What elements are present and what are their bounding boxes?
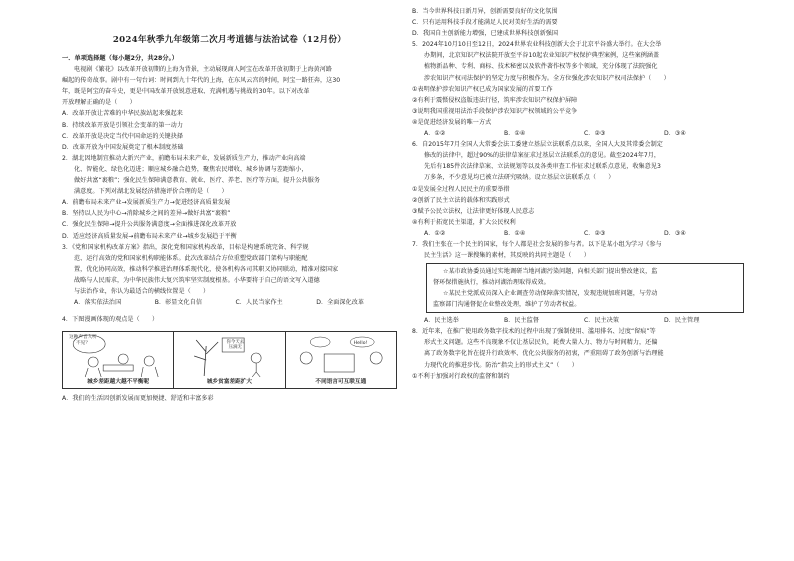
cartoon-caption-2: 城乡贫富差距扩大 (206, 379, 253, 386)
cartoon-caption-3: 不同语言可互联互通 (315, 379, 367, 386)
q7-stem-line: 民主生活》这一课搜集的素材，其反映的共同主题是（ ） (424, 252, 590, 260)
q6-stem-line: 修改的法律中，超过90%的法律草案征求过基层立法联系点的意见。截至2024年7月， (424, 152, 661, 160)
q5-statement-1: ①表明保护涉农知识产权已成为国家发展的首要工作 (412, 85, 553, 93)
q7-material-line: 督环保措施执行，推动河湖治理取得成效。 (433, 279, 550, 287)
q6-statement-2: ②创新了民主立法的载体和实践形式 (412, 196, 510, 204)
q2-stem-line: 2．湖北因地制宜推动大新兴产业，前瞻布局未来产业，发展新质生产力，推动产业向高端 (62, 154, 306, 162)
q8-stem-line: 8．近年来，在推广使用政务数字技术的过程中出现了强制使用、滥用排名、过度“留痕”等 (412, 328, 656, 336)
q7-material-box (426, 263, 744, 313)
q6-choices-row (412, 228, 744, 239)
q5-choice-b[interactable]: B．①④ (504, 130, 526, 138)
question-3 (62, 242, 397, 309)
q5-stem-line: 办期间，北京知识产权法院开放至平谷10起农业知识产权保护典型案例，这些案例涵盖 (424, 52, 660, 60)
q1-stem-line: 年，既是阿宝的奋斗史，更是中国改革开放锐意进取、充满机遇与挑战的30年。以下对改革 (62, 88, 310, 96)
q6-stem-line: 先后有185件次法律草案、立法规划等以及各类审查工作征求过联系点意见，收集意见3 (424, 163, 661, 171)
q5-stem-line: 植物新品种、专利、商标、技术秘密以及软件著作权等多个领域，充分体现了法院强化 (424, 63, 658, 71)
q7-stem-line: 7．我们主张在一个民主的国家，每个人都是社会发展的参与者。以下是某小组为学习《参与 (412, 240, 662, 248)
left-column (62, 6, 397, 404)
q2-option-d[interactable]: D．适应经济高质量发展→前瞻布局未来产业→城乡发展趋于平衡 (62, 232, 237, 240)
question-1 (62, 64, 397, 153)
q5-statement-3: ③说明我国重视用法治手段保护涉农知识产权领域的公平竞争 (412, 107, 578, 115)
q3-option-b[interactable]: B．彰显文化自信 (154, 299, 202, 307)
q5-choice-c[interactable]: C．②③ (584, 130, 606, 138)
q8-stem-line: 力现代化的推进步伐。防治“指尖上的形式主义”（ ） (424, 361, 578, 369)
q2-stem-line: 满意度。下列对湖北发展经济措施评价合理的是（ ） (74, 188, 228, 196)
q4-option-b[interactable]: B．当今世界科技日新月异，创新需要良好的文化氛围 (412, 8, 558, 15)
exam-title: 2024年秋季九年级第二次月考道德与法治试卷（12月份） (112, 35, 347, 45)
q8-stem-line: 离了政务数字化旨在提升行政效率、优化公共服务的初衷，严重阻碍了政务创新与治理能 (424, 350, 664, 358)
q6-choice-b[interactable]: B．①④ (504, 229, 526, 237)
q3-option-c[interactable]: C．人民当家作主 (235, 299, 283, 307)
cartoon-chat-icon (286, 332, 396, 378)
q7-choice-b[interactable]: B．民主监督 (504, 317, 539, 325)
q7-choice-d[interactable]: D．民主管理 (664, 317, 700, 325)
q1-option-a[interactable]: A．改革开放让苦难的中华民族站起来强起来 (62, 110, 183, 118)
q6-choice-a[interactable]: A．①② (424, 229, 446, 237)
q5-choice-a[interactable]: A．①② (424, 130, 446, 138)
q3-option-d[interactable]: D．全面深化改革 (316, 299, 364, 307)
q3-option-a[interactable]: A．落实依法治国 (74, 299, 122, 307)
q6-stem-line: 万多条，不少意见均已被立法研究吸纳。设立基层立法联系点（ ） (424, 174, 615, 182)
q3-stem-line: 置，优化协同高效，推动科学推进治理体系现代化，使各机构各司其职又协同联动，精准对接国家 (74, 265, 339, 273)
right-column (412, 6, 744, 382)
q7-material-line: 监察部门沟通督促企业整改处理，维护了劳动者权益。 (433, 301, 581, 309)
q1-stem-line: 崛起的传奇故事。剧中有一句台词：时间到九十年代的上海，在东风云宫的时间，阿宝一路狂奔，这30 (62, 77, 341, 85)
q6-stem-line: 6．自2015年7月全国人大常委会法工委建立基层立法联系点以来，全国人大及其常委会制定 (412, 141, 663, 149)
q4-option-c[interactable]: C．只有运用科技手段才能满足人民对美好生活的需要 (412, 19, 558, 27)
cartoon-bubble-3: Hello! (353, 341, 368, 347)
q1-stem-line: 电视剧《繁花》以改革开放初期的上海为背景，主动展现商人阿宝在改革开放初期于上海黄河路 (74, 66, 333, 74)
q3-stem-line: 范、运行高效的党和国家机构职能体系。此次改革结合方位重塑党政部门架构与职能配 (74, 254, 308, 262)
q3-options-row (62, 297, 397, 308)
cartoon-bubble-1: 这种声音人听不见？ (69, 335, 97, 346)
q1-option-d[interactable]: D．改革开放为中国发展奠定了根本制度基础 (62, 143, 184, 151)
cartoon-bubble-2: 你今天去压滴无 (226, 340, 245, 351)
q6-choice-d[interactable]: D．③④ (664, 229, 686, 237)
q3-stem-line: 战略与人民需求，为中华民族伟大复兴筑牢坚实制度根基。小华要将于自己的语文写入道德 (74, 276, 320, 284)
q6-statement-4: ④有利于拓宽民主渠道，扩大公民权利 (412, 218, 516, 226)
q1-option-c[interactable]: C．改革开放是决定当代中国命运的关键抉择 (62, 132, 184, 140)
q2-option-a[interactable]: A．前瞻布局未来产业→发展新质生产力→促进经济高质量发展 (62, 199, 231, 207)
q7-choice-a[interactable]: A．民主选举 (424, 317, 459, 325)
question-6 (412, 139, 744, 239)
question-7 (412, 239, 744, 326)
question-8 (412, 326, 744, 381)
q4-stem: 4．下图漫画体现的观点是（ ） (62, 316, 159, 324)
section-heading: 一．单项选择题（每小题2分，共28分。） (62, 55, 179, 62)
q6-choice-c[interactable]: C．②③ (584, 229, 606, 237)
q5-statement-2: ②有利于震慑侵权盗版违法行径，筑牢涉农知识产权保护屏障 (412, 96, 578, 104)
q7-choice-c[interactable]: C．民主决策 (584, 317, 620, 325)
q2-stem-line: 做好共富“裹粮”；强化民生保障满意教育、就业、医疗、养老、医疗等方面，提升公共服务 (74, 177, 321, 185)
cartoon-caption-1: 城乡差距越大越不平衡呢 (87, 379, 150, 386)
q1-stem-line: 开放理解正确的是（ ） (62, 99, 136, 107)
q5-choice-d[interactable]: D．③④ (664, 130, 686, 138)
q5-choices-row (412, 128, 744, 139)
q1-option-b[interactable]: B．持续改革开放是引领社会变革的第一动力 (62, 121, 183, 129)
question-5 (412, 39, 744, 139)
q7-choices-row (412, 315, 744, 326)
q8-statement-1: ①不利于加强对行政权的监督和制约 (412, 372, 510, 380)
q4-option-d[interactable]: D．我国自主创新能力增强，已建成世界科技创新强国 (412, 30, 559, 38)
cartoon-panel-3 (286, 332, 396, 388)
q7-material-line: ☆某民主党派成员深入企业调查劳动保障落实情况，发现违规加班问题，与劳动 (443, 290, 658, 298)
q5-stem-line: 5．2024年10月10日至12日，2024世界农业科技创新大会于北京平谷盛大举行。在大会举 (412, 41, 662, 49)
q4-cartoon (62, 331, 397, 389)
q7-material-line: ☆某市政协委员通过实地调研当地河湖污染问题，向相关部门提出整改建议，监 (443, 268, 658, 276)
cartoon-panel-1 (63, 332, 174, 388)
cartoon-panel-2 (174, 332, 285, 388)
q3-stem-line: 3．《党和国家机构改革方案》指出，深化党和国家机构改革，目标是构建系统完备、科学规 (62, 243, 309, 251)
q3-stem-line: 与法治作业，你认为最适合的横线位置是（ ） (74, 287, 210, 295)
q4-option-a[interactable]: A．我们的生活因创新发展而更加便捷、舒适和丰富多彩 (62, 395, 214, 403)
q6-statement-3: ③赋予公民立法权，让法律更好体现人民意志 (412, 207, 535, 215)
q6-statement-1: ①是发展全过程人民民主的重要举措 (412, 185, 510, 193)
question-4 (62, 314, 397, 404)
q2-option-b[interactable]: B．坚持以人民为中心→消除城乡之间的差异→做好共富“裹粮” (62, 210, 231, 218)
q2-stem-line: 化、智能化、绿色化迈进；顺应城乡融合趋势，聚焦农民增收、城乡协调与差距缩小， (74, 165, 308, 173)
q2-option-c[interactable]: C．强化民生保障→提升公共服务满意度→全面推进深化改革开放 (62, 221, 237, 229)
q8-stem-line: 形式主义问题。这些不良现象不仅让基层民负，耗费大量人力、物力与时间精力，还偏 (424, 339, 658, 347)
q5-stem-line: 涉农知识产权司法保护的坚定力度与积极作为。全方位强化涉农知识产权司法保护（ ） (424, 74, 670, 82)
question-2 (62, 153, 397, 242)
q5-statement-4: ④是促进经济发展的唯一方式 (412, 118, 492, 126)
